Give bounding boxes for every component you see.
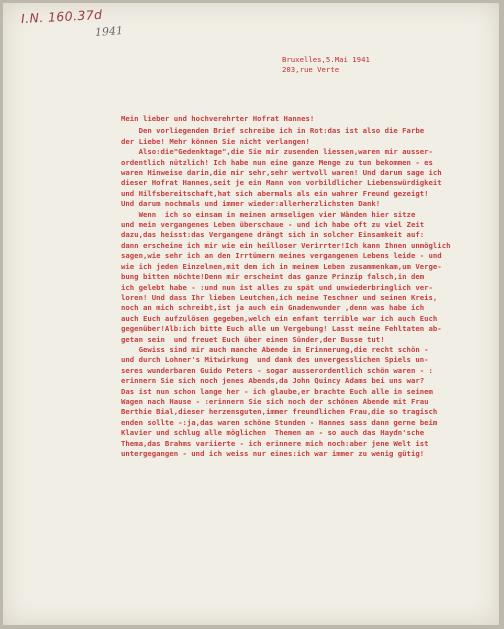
letter-line: Wagen nach Hause - :erinnern Sie sich noch der schönen Abende mit Frau <box>121 396 429 406</box>
archive-mark: I.N. 160.37d <box>20 6 103 27</box>
letter-line: waren Hinweise darin,die mir sehr,sehr wertvoll waren! Und darum sage ich <box>121 168 442 178</box>
letter-line: erinnern Sie sich noch jenes Abends,da John Quincy Adams bei uns war? <box>121 376 425 386</box>
letter-body <box>121 114 497 459</box>
letter-line: ich gelebt habe - :und nun ist alles zu spät und unwiederbringlich ver- <box>121 282 433 292</box>
letter-line: enden sollte -:ja,das waren schöne Stunden - Hannes sass dann gerne beim <box>121 417 438 427</box>
letter-line: Und darum nochmals und immer wieder:allerherzlichsten Dank! <box>121 199 381 209</box>
letter-line: Wenn ich so einsam in meinen armseligen vier Wänden hier sitze <box>121 209 416 219</box>
letter-line: Klavier und schlug alle möglichen Themen an - so auch das Haydn'sche <box>121 428 425 438</box>
letter-date: Bruxelles,5.Mai 1941 <box>282 55 370 64</box>
letter-line: Das ist nun schon lange her - ich glaube,er brachte Euch alle in seinem <box>121 386 433 396</box>
letter-line: und mein vergangenes Leben überschaue - und ich habe oft zu viel Zeit <box>121 220 425 230</box>
letter-line: wie ich jeden Einzelnen,mit dem ich in meinem Leben zusammenkam,um Verge- <box>121 261 442 271</box>
letter-line: getan sein und freuet Euch über einen Sünder,der Busse tut! <box>121 334 385 344</box>
letter-line: Thema,das Brahms variierte - ich erinnere mich noch:aber jene Welt ist <box>121 438 429 448</box>
date-address-block <box>282 55 370 75</box>
letter-line: ordentlich nützlich! Ich habe nun eine ganze Menge zu tun bekommen - es <box>121 157 433 167</box>
letter-line: loren! Und dass Ihr lieben Leutchen,ich meine Teschner und seinen Kreis, <box>121 292 438 302</box>
letter-line: Berthie Bial,dieser herzensguten,immer freundlichen Frau,die so tragisch <box>121 407 438 417</box>
letter-line: Also:die"Gedenktage",die Sie mir zusenden liessen,waren mir ausser- <box>121 147 433 157</box>
letter-line: untergegangen - und ich weiss nur eines:ich war immer zu wenig gütig! <box>121 449 425 458</box>
letter-line: und durch Lohner's Mitwirkung und dank des unvergesslichen Spiels un- <box>121 355 429 365</box>
letter-line: gegenüber!Alb:ich bitte Euch alle um Vergebung! Lasst meine Fehltaten ab- <box>121 324 442 334</box>
letter-line: dieser Hofrat Hannes,seit je ein Mann von vorbildlicher Liebenswürdigkeit <box>121 178 442 188</box>
letter-line: noch an mich schreibt,ist ja auch ein Gnadenwunder ,denn was habe ich <box>121 303 425 313</box>
archive-handwritten-note: 1941 <box>94 24 124 39</box>
letter-line: dann erscheine ich mir wie ein heilloser Verirrter!Ich kann Ihnen unmöglich <box>121 240 451 250</box>
letter-line: auch Euch aufzulösen gegeben,welch ein enfant terrible war ich auch Euch <box>121 313 438 323</box>
letter-line: der Liebe! Mehr können Sie nicht verlangen! <box>121 136 310 146</box>
sender-address: 203,rue Verte <box>282 65 340 74</box>
salutation-line: Mein lieber und hochverehrter Hofrat Hannes! <box>121 114 315 123</box>
letter-line: und Hilfsbereitschaft,hat sich abermals als ein wahrer Freund gezeigt! <box>121 188 429 198</box>
letter-line: Gewiss sind mir auch manche Abende in Erinnerung,die recht schön - <box>121 344 429 354</box>
letter-page <box>3 3 499 625</box>
letter-line: Den vorliegenden Brief schreibe ich in Rot:das ist also die Farbe <box>121 126 425 136</box>
letter-line: bung bitten möchte!Denn mir erscheint das ganze Prinzip falsch,in dem <box>121 272 425 282</box>
letter-line: dazu,das heisst:das Vergangene drängt sich in solcher Einsamkeit auf: <box>121 230 425 240</box>
letter-line: seres wunderbaren Guido Peters - sogar ausserordentlich schön waren - : <box>121 365 433 375</box>
letter-line: sagen,wie sehr ich an den Irrtümern meines vergangenen Lebens leide - und <box>121 251 442 261</box>
